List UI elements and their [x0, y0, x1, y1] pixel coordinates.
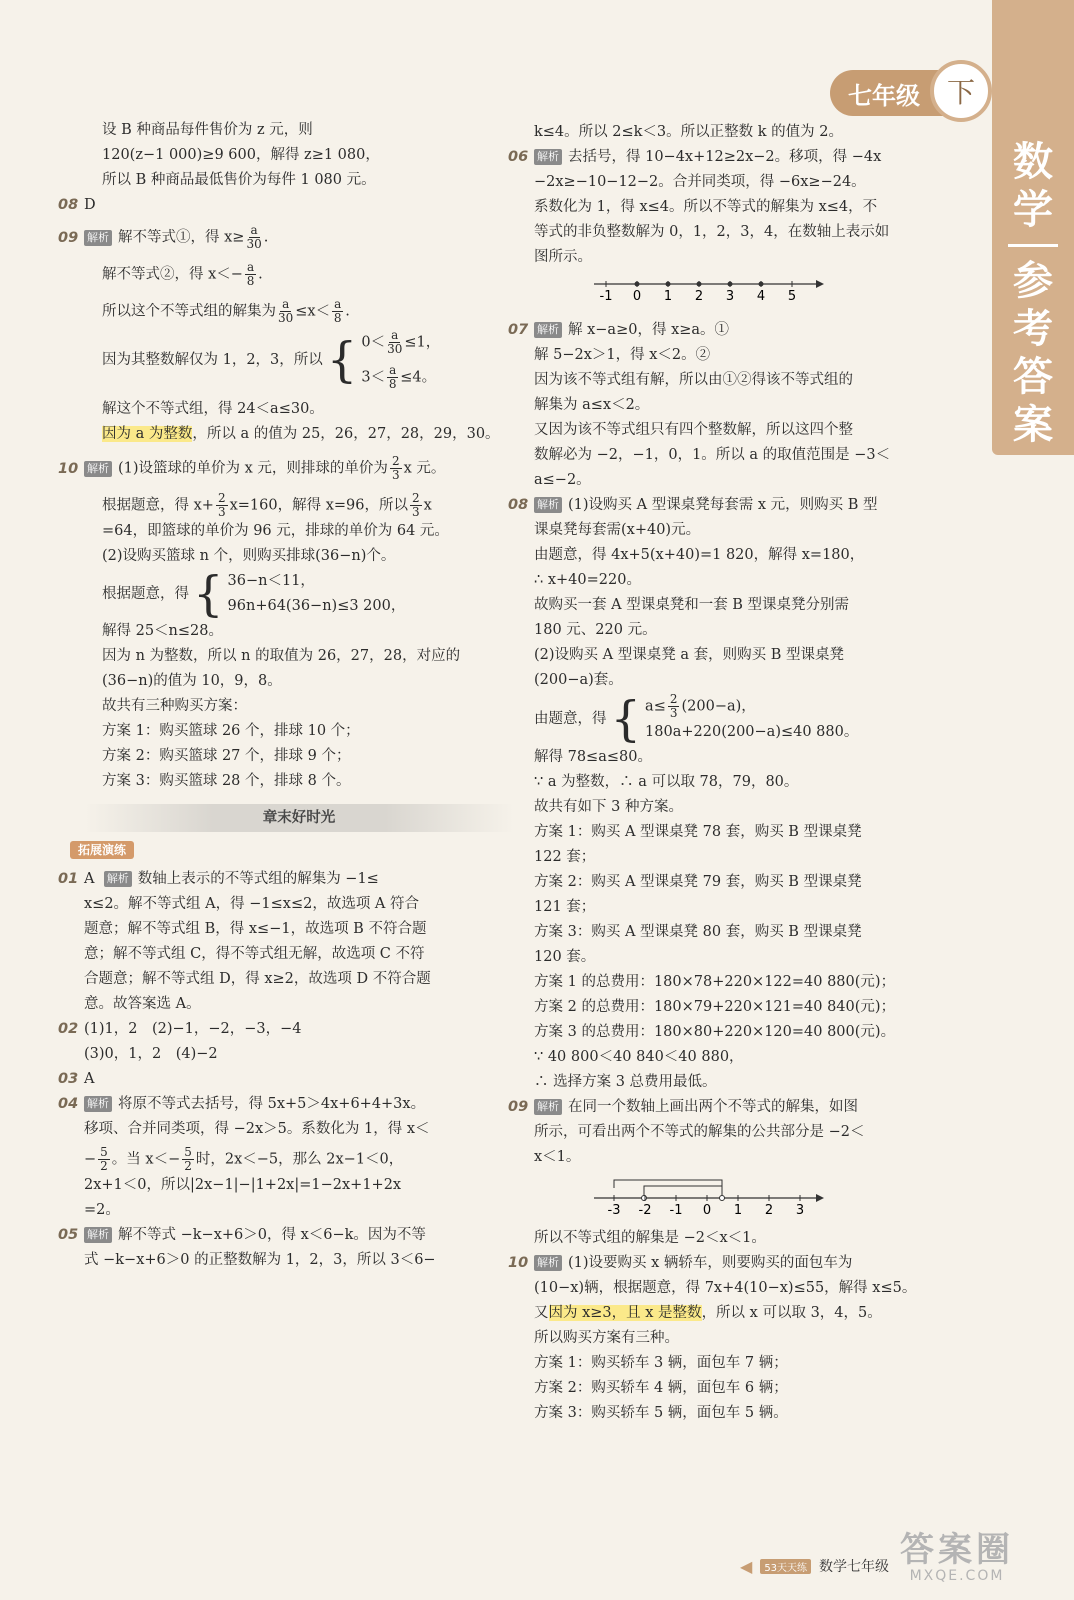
solution-point — [759, 282, 764, 287]
arrow-head — [816, 1194, 824, 1202]
exercise-04 — [58, 1092, 514, 1117]
text-line: 解不等式②，得 x＜− $\frac{a}{8}$ . — [102, 260, 263, 288]
text-line: 方案 2：购买篮球 27 个，排球 9 个； — [102, 748, 351, 764]
subject-side-tab — [992, 0, 1074, 455]
highlight: 因为 a 为整数 — [102, 426, 193, 442]
text: (1)1，2 (2)−1，−2，−3，−4 — [84, 1021, 302, 1037]
denominator: 3 — [217, 505, 226, 519]
text: 3＜ — [361, 369, 386, 386]
text-line: 所示，可看出两个不等式的解集的公共部分是 −2＜ — [534, 1124, 865, 1140]
numerator: 2 — [669, 692, 678, 706]
text: (1)设要购买 x 辆轿车，则要购买的面包车为 — [568, 1255, 853, 1271]
text: (200−a)， — [681, 698, 756, 715]
numerator: a — [334, 297, 342, 311]
text-line: a≤−2。 — [534, 472, 591, 488]
text-line: 题意；解不等式组 B，得 x≤−1，故选项 B 不符合题 — [84, 921, 427, 937]
side-char: 学 — [1013, 187, 1053, 233]
text-line: 解这个不等式组，得 24＜a≤30。 — [102, 401, 324, 417]
system-line — [645, 693, 858, 720]
numerator: a — [246, 260, 255, 274]
axis-label: 0 — [702, 1203, 712, 1218]
question-number: 08 — [58, 197, 79, 213]
solution-bracket-2 — [614, 1180, 722, 1198]
exercise-07 — [508, 318, 964, 343]
text-line: 方案 1：购买轿车 3 辆，面包车 7 辆； — [534, 1355, 788, 1371]
text-line: 意。故答案选 A。 — [84, 996, 201, 1012]
denominator: 30 — [387, 342, 403, 356]
text-line: 故购买一套 A 型课桌凳和一套 B 型课桌凳分别需 — [534, 597, 850, 613]
text-line: 所以这个不等式组的解集为 $\frac{a}{30}$ ≤x＜ $\frac{a}{8}$ . — [102, 297, 350, 325]
text: 去括号，得 10−4x+12≥2x−2。移项，得 −4x — [568, 149, 882, 165]
grade-pill: 七年级 — [830, 70, 968, 116]
text: 。当 x＜− — [111, 1151, 181, 1168]
analysis-tag: 解析 — [534, 1099, 562, 1115]
denominator: 30 — [278, 311, 294, 325]
numerator: a — [282, 297, 290, 311]
denominator: 3 — [669, 706, 678, 720]
numerator: a — [391, 328, 399, 342]
analysis-tag: 解析 — [84, 1227, 112, 1243]
side-char: 数 — [1013, 139, 1053, 185]
footer-text: 数学七年级 — [819, 1559, 890, 1575]
answer: A — [84, 1071, 95, 1087]
text-line — [534, 1301, 964, 1326]
text-line: −2x≥−10−12−2。合并同类项，得 −6x≥−24。 — [534, 174, 866, 190]
arrow-head — [816, 280, 824, 288]
text: ，所以 x 可以取 3，4，5。 — [701, 1305, 882, 1321]
text-line: 因为该不等式组有解，所以由①②得该不等式组的 — [534, 372, 853, 388]
watermark-title: 答案圈 — [900, 1530, 1014, 1570]
analysis-tag: 解析 — [84, 230, 112, 246]
text-line: 等式的非负整数解为 0，1，2，3，4，在数轴上表示如 — [534, 224, 890, 240]
exercise-03 — [58, 1067, 514, 1092]
highlight: 因为 x≥3，且 x 是整数 — [548, 1305, 702, 1321]
text-line: 180 元、220 元。 — [534, 622, 657, 638]
analysis-tag: 解析 — [84, 1096, 112, 1112]
text-line: 移项、合并同类项，得 −2x＞5。系数化为 1，得 x＜ — [84, 1121, 430, 1137]
question-number: 10 — [508, 1255, 529, 1271]
axis-label: 3 — [795, 1203, 805, 1218]
extension-label-row — [70, 838, 514, 863]
text: a≤ — [645, 698, 666, 715]
numerator: 5 — [184, 1145, 192, 1159]
text-line: (2)设购买篮球 n 个，则购买排球(36−n)个。 — [102, 548, 396, 564]
analysis-tag: 解析 — [104, 871, 132, 887]
exercise-08 — [508, 493, 964, 518]
fraction — [668, 693, 680, 720]
numerator: 5 — [100, 1145, 108, 1159]
question-number: 09 — [58, 229, 79, 246]
text-line: ∵ 40 800＜40 840＜40 880， — [534, 1049, 744, 1065]
text: (1)设篮球的单价为 x 元，则排球的单价为 — [118, 460, 388, 477]
watermark — [852, 1532, 1062, 1592]
text: 时，2x＜−5，那么 2x−1＜0， — [195, 1151, 404, 1168]
arrow-left-icon: ◀ — [740, 1556, 753, 1576]
axis-label: 5 — [787, 289, 797, 304]
watermark-url: MXQE.COM — [909, 1568, 1005, 1584]
numerator: 2 — [217, 491, 226, 505]
text: 因为其整数解仅为 1，2，3，所以 — [102, 351, 323, 368]
axis-label: -2 — [638, 1203, 652, 1218]
text-line: 合题意；解不等式组 D，得 x≥2，故选项 D 不符合题 — [84, 971, 431, 987]
text-line: 方案 3：购买篮球 28 个，排球 8 个。 — [102, 773, 351, 789]
text: 解 x−a≥0，得 x≥a。① — [568, 322, 730, 338]
analysis-tag: 解析 — [84, 461, 112, 477]
question-10 — [58, 454, 514, 482]
text-line: 方案 2：购买 A 型课桌凳 79 套，购买 B 型课桌凳 — [534, 874, 862, 890]
denominator: 3 — [391, 468, 400, 482]
axis-label: 2 — [764, 1203, 774, 1218]
system-lines — [645, 693, 858, 745]
text-line: 解 5−2x＞1，得 x＜2。② — [534, 347, 711, 363]
left-column — [58, 118, 514, 1273]
question-number: 07 — [508, 322, 529, 338]
text-line: 122 套； — [534, 849, 596, 865]
text-line: 方案 3：购买轿车 5 辆，面包车 5 辆。 — [534, 1405, 788, 1421]
text: 根据题意，得 x+ — [102, 497, 214, 514]
fraction — [387, 329, 402, 356]
question-number: 01 — [58, 871, 79, 887]
text-line: 故共有如下 3 种方案。 — [534, 799, 683, 815]
analysis-tag: 解析 — [534, 149, 562, 165]
system-line: 36−n＜11， — [227, 573, 315, 589]
text-line: ∴ x+40=220。 — [534, 572, 641, 588]
text-line: x≤2。解不等式组 A，得 −1≤x≤2，故选项 A 符合 — [84, 896, 420, 912]
exercise-09 — [508, 1095, 964, 1120]
numerator: 2 — [391, 454, 400, 468]
inequality-system — [84, 329, 514, 391]
axis-label: 0 — [632, 289, 642, 304]
text-line — [84, 1146, 514, 1173]
text-line: 方案 2：购买轿车 4 辆，面包车 6 辆； — [534, 1380, 788, 1396]
question-number: 05 — [58, 1227, 79, 1243]
axis-label: 2 — [694, 289, 704, 304]
brace: { — [193, 566, 224, 622]
text-line: 因为 n 为整数，所以 n 的取值为 26，27，28，对应的 — [102, 648, 461, 664]
text-line: (3)0，1，2 (4)−2 — [84, 1046, 218, 1062]
text: 又 — [534, 1305, 549, 1321]
text: ，所以 a 的值为 25，26，27，28，29，30。 — [192, 426, 500, 442]
brace: { — [326, 332, 358, 388]
denominator: 3 — [411, 505, 420, 519]
text: 解不等式 −k−x+6＞0，得 x＜6−k。因为不等 — [118, 1227, 426, 1243]
text: ≤4。 — [400, 369, 437, 386]
text-line: ∵ a 为整数，∴ a 可以取 78，79，80。 — [534, 774, 799, 790]
system-line: 180a+220(200−a)≤40 880。 — [645, 724, 859, 740]
side-char: 答 — [1013, 354, 1053, 400]
axis-label: 1 — [733, 1203, 743, 1218]
fraction — [332, 298, 343, 325]
text: 0＜ — [361, 334, 386, 351]
number-line-06 — [594, 274, 824, 314]
text-line: 所以不等式组的解集是 −2＜x＜1。 — [534, 1230, 766, 1246]
solution-point — [666, 282, 671, 287]
exercise-01 — [58, 867, 514, 892]
text-line: 设 B 种商品每件售价为 z 元，则 — [102, 122, 313, 138]
system-lines — [228, 569, 406, 619]
text: x — [423, 497, 432, 514]
inequality-system — [84, 566, 514, 622]
question-number: 04 — [58, 1096, 79, 1112]
text: 解不等式②，得 x＜− — [102, 266, 243, 283]
text-line: (10−x)辆，根据题意，得 7x+4(10−x)≤55，解得 x≤5。 — [534, 1280, 917, 1296]
text-line: k≤4。所以 2≤k＜3。所以正整数 k 的值为 2。 — [534, 124, 843, 140]
numerator: a — [389, 363, 397, 377]
text-line: 数解必为 −2，−1，0，1。所以 a 的取值范围是 −3＜ — [534, 447, 891, 463]
question-number: 08 — [508, 497, 529, 513]
text-line: =64，即篮球的单价为 96 元，排球的单价为 64 元。 — [102, 523, 449, 539]
text-line: x＜1。 — [534, 1149, 581, 1165]
inequality-system — [534, 693, 964, 745]
side-char: 案 — [1013, 402, 1053, 448]
solution-point — [635, 282, 640, 287]
text-line: 式 −k−x+6＞0 的正整数解为 1，2，3，所以 3＜6− — [84, 1252, 436, 1268]
text: ≤1， — [404, 334, 441, 351]
exercise-05 — [58, 1223, 514, 1248]
axis-label: -1 — [599, 289, 613, 304]
text: 根据题意，得 — [102, 585, 189, 602]
side-char: 考 — [1013, 306, 1053, 352]
answer: D — [84, 197, 96, 213]
solution-bracket-1 — [644, 1186, 722, 1198]
text-line — [84, 492, 514, 519]
text-line: 由题意，得 4x+5(x+40)=1 820，解得 x=180， — [534, 547, 865, 563]
text-line: (200−a)套。 — [534, 672, 623, 688]
question-number: 02 — [58, 1021, 79, 1037]
denominator: 8 — [388, 377, 397, 391]
text: − — [84, 1151, 97, 1168]
text-line: 方案 3：购买 A 型课桌凳 80 套，购买 B 型课桌凳 — [534, 924, 862, 940]
denominator: 2 — [100, 1159, 108, 1173]
text-line: 故共有三种购买方案： — [102, 698, 247, 714]
question-number: 09 — [508, 1099, 529, 1115]
solution-point — [728, 282, 733, 287]
text-line: 意；解不等式组 C，得不等式组无解，故选项 C 不符 — [84, 946, 425, 962]
text-line: 又因为该不等式组只有四个整数解，所以这四个整 — [534, 422, 853, 438]
text-line: 方案 3 的总费用：180×80+220×120=40 800(元)。 — [534, 1024, 896, 1040]
text-line: 所以 B 种商品最低售价为每件 1 080 元。 — [102, 172, 376, 188]
denominator: 2 — [184, 1159, 192, 1173]
fraction — [246, 224, 261, 251]
analysis-tag: 解析 — [534, 1255, 562, 1271]
fraction — [216, 492, 228, 519]
open-point — [642, 1196, 647, 1201]
open-point — [720, 1196, 725, 1201]
system-line: 96n+64(36−n)≤3 200， — [227, 598, 406, 614]
system-line — [361, 329, 440, 356]
question-09: 09 解析 解不等式①，得 x≥ $\frac{a}{30}$ . — [58, 223, 269, 251]
axis-label: -1 — [669, 1203, 683, 1218]
text: x=160，解得 x=96，所以 — [229, 497, 408, 514]
text: x 元。 — [403, 460, 446, 477]
number-line-09 — [594, 1174, 824, 1222]
text: 将原不等式去括号，得 5x+5＞4x+6+4+3x。 — [118, 1096, 426, 1112]
text-line: 120(z−1 000)≥9 600，解得 z≥1 080， — [102, 147, 380, 163]
divider — [1008, 244, 1058, 247]
extension-label: 拓展演练 — [70, 841, 134, 859]
text-line: 解得 25＜n≤28。 — [102, 623, 223, 639]
side-char: 参 — [1013, 258, 1053, 304]
analysis-tag: 解析 — [534, 322, 562, 338]
text-line — [84, 422, 514, 447]
numerator: a — [250, 223, 258, 237]
text-line: =2。 — [84, 1202, 120, 1218]
text-line: 解得 78≤a≤80。 — [534, 749, 652, 765]
denominator: 30 — [246, 237, 262, 251]
fraction — [182, 1146, 194, 1173]
brand-tag: 53天天练 — [760, 1559, 811, 1574]
text-line: 方案 1：购买篮球 26 个，排球 10 个； — [102, 723, 360, 739]
axis-label: 4 — [756, 289, 766, 304]
text-line: 120 套。 — [534, 949, 596, 965]
text-line: (36−n)的值为 10，9，8。 — [102, 673, 282, 689]
system-lines — [361, 329, 440, 391]
analysis-tag: 解析 — [534, 497, 562, 513]
axis-label: -3 — [607, 1203, 621, 1218]
solution-point — [697, 282, 702, 287]
text: ≤x＜ — [295, 303, 331, 320]
text-line: 系数化为 1，得 x≤4。所以不等式的解集为 x≤4，不 — [534, 199, 878, 215]
right-column — [508, 120, 964, 1426]
fraction — [278, 298, 293, 325]
text: 解不等式①，得 x≥ — [118, 229, 245, 246]
axis-label: 3 — [725, 289, 735, 304]
question-number: 06 — [508, 149, 529, 165]
text-line: 121 套； — [534, 899, 596, 915]
answer: A — [84, 871, 95, 887]
denominator: 8 — [246, 274, 255, 288]
text-line: 方案 1 的总费用：180×78+220×122=40 880(元)； — [534, 974, 896, 990]
denominator: 8 — [333, 311, 342, 325]
fraction — [410, 492, 422, 519]
text-line: 2x+1＜0，所以|2x−1|−|1+2x|=1−2x+1+2x — [84, 1177, 402, 1193]
axis-label: 1 — [663, 289, 673, 304]
text: 所以这个不等式组的解集为 — [102, 303, 276, 320]
exercise-06 — [508, 145, 964, 170]
question-08 — [58, 193, 514, 218]
text-line: 解集为 a≤x＜2。 — [534, 397, 650, 413]
question-number: 10 — [58, 460, 79, 477]
text-line: (2)设购买 A 型课桌凳 a 套，则购买 B 型课桌凳 — [534, 647, 844, 663]
text: 由题意，得 — [534, 710, 607, 727]
fraction — [98, 1146, 110, 1173]
text: (1)设购买 A 型课桌凳每套需 x 元，则购买 B 型 — [568, 497, 878, 513]
fraction — [390, 455, 402, 482]
brace: { — [610, 691, 642, 747]
volume-badge: 下 — [930, 60, 992, 122]
text-line: ∴ 选择方案 3 总费用最低。 — [534, 1074, 717, 1090]
fraction — [245, 261, 256, 288]
text: 数轴上表示的不等式组的解集为 −1≤ — [137, 871, 379, 887]
section-title: 章末好时光 — [84, 804, 514, 832]
text-line: 图所示。 — [534, 249, 592, 265]
text-line: 方案 1：购买 A 型课桌凳 78 套，购买 B 型课桌凳 — [534, 824, 862, 840]
text-line: 方案 2 的总费用：180×79+220×121=40 840(元)； — [534, 999, 896, 1015]
exercise-10 — [508, 1251, 964, 1276]
fraction — [387, 364, 398, 391]
question-number: 03 — [58, 1071, 79, 1087]
text: 在同一个数轴上画出两个不等式的解集，如图 — [568, 1099, 858, 1115]
numerator: 2 — [411, 491, 420, 505]
system-line — [361, 364, 440, 391]
text-line: 课桌凳每套需(x+40)元。 — [534, 522, 701, 538]
text-line: 所以购买方案有三种。 — [534, 1330, 679, 1346]
exercise-02 — [58, 1017, 514, 1042]
